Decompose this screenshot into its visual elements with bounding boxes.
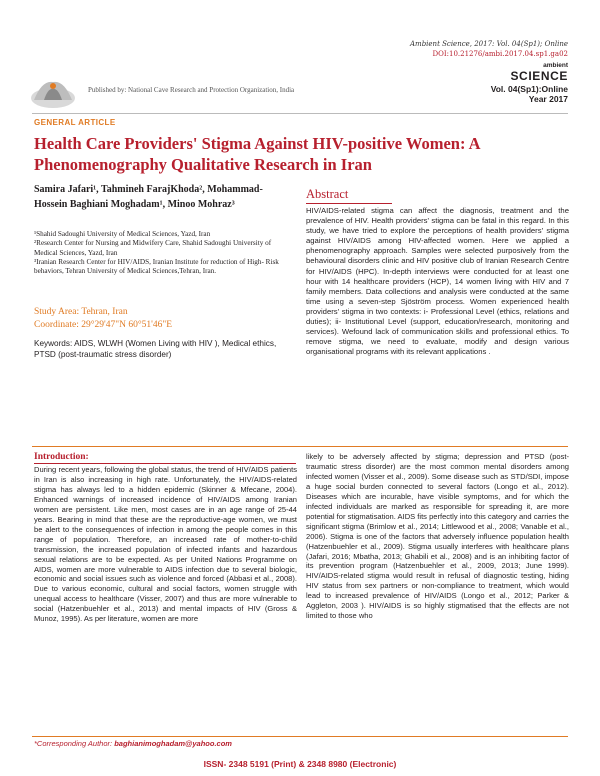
abstract-heading: Abstract (306, 187, 392, 204)
coordinate: Coordinate: 29°29'47"N 60°51'46"E (34, 320, 173, 330)
introduction-heading: Introduction: (34, 452, 296, 464)
affiliation-3: ³Iranian Research Center for HIV/AIDS, Iranian Institute for reduction of High- Risk behaviors, Tehran University of Medical Sciences,Tehran, Iran. (34, 257, 279, 276)
abstract-text: HIV/AIDS-related stigma can affect the diagnosis, treatment and the prevalence of HIV. Health providers' stigma can be fatal in this regard. In this study, we have tried to explore the perceptions of health providers' stigma against HIV/AIDS among HIV-affected women. Here we applied a phenomenography approach. Samples were selected purposively from the behavioural disorders clinic and HIV positive club of Iranian Research Centre for HIV/AIDS (HPC). In-depth interviews were conducted for at least one hour with 14 healthcare providers (HCP), 14 women living with HIV and 7 family members. Data collections and analysis were conducted at the same time using a seven-step Sjöström process. Women experienced health providers' stigma in two contexts: i- Professional Level (ethics, relations and duties); ii- Institutional Level (support, education/research, monitoring and services). Wefound lack of communication skills and professional ethics. To remove stigma, we need to evaluate, modify and design various organisational programs with its relevant applications . (306, 206, 569, 357)
section-divider (32, 446, 568, 447)
issn-footer: ISSN- 2348 5191 (Print) & 2348 8980 (Electronic) (203, 759, 397, 769)
affiliation-1: ¹Shahid Sadoughi University of Medical Sciences, Yazd, Iran (34, 230, 211, 238)
journal-line: Ambient Science, 2017: Vol. 04(Sp1); Online (410, 40, 568, 48)
author-list: Samira Jafari¹, Tahmineh FarajKhoda², Mohammad-Hossein Baghiani Moghadam¹, Minoo Mohraz³ (34, 184, 263, 210)
keywords-label: Keywords: (34, 339, 73, 348)
journal-masthead (491, 62, 568, 104)
masthead-year: Year 2017 (528, 94, 568, 104)
doi-link[interactable]: DOI:10.21276/ambi.2017.04.sp1.ga02 (432, 49, 568, 58)
cave-logo-icon (28, 74, 78, 110)
corresponding-label: *Corresponding Author: (34, 739, 113, 748)
study-area-block (34, 306, 172, 332)
keywords-text: AIDS, WLWH (Women Living with HIV ), Medical ethics, PTSD (post-traumatic stress disorder) (34, 339, 277, 359)
intro-column-right: likely to be adversely affected by stigma; depression and PTSD (post-traumatic stress disorder) are the most common mental disorders among infected women (Visser et al., 2009). Some disease such as STD/SDI, impose a huge social burden connected to several factors (Longo et al., 2012). Diseases which are incurable, have visible symptoms, and for which the infected individuals are marked as responsible for spreading it, are more potential for stigmatisation. AIDS fits perfectly into this category and carries the significant stigma (Brimlow et al., 2014; Littlewood et al., 2008; Vanable et al., 2006). Stigma is one of the factors that adversely influence population health (Hatzenbuehler et al., 2009). Stigma usually interferes with healthcare plans (Jafari, 2016; Mbatha, 2013; Ghabili et al., 2008) and is an inhibiting factor of its prevention program (Hatzenbuehler et al., 2009, 2013; June 1999). HIV/AIDS-related stigma would result in refusal of diagnostic testing, hiding HIV status from sex partners or non-compliance to treatment, which would lead to increased prevalence of HIV/AIDS (Longo et al., 2012; Parker & Aggleton, 2003 ). HIV/AIDS is so highly stigmatised that the effects are not limited to those who (306, 452, 569, 621)
keywords-block (34, 338, 296, 360)
article-title: Health Care Providers' Stigma Against HIV-positive Women: A Phenomenography Qualitative Research in Iran (34, 134, 480, 174)
article-category: GENERAL ARTICLE (34, 118, 116, 127)
journal-meta (410, 40, 568, 59)
corresponding-email[interactable]: baghianimoghadam@yahoo.com (114, 739, 232, 748)
masthead-small: ambient (543, 62, 568, 69)
masthead-volume: Vol. 04(Sp1):Online (490, 84, 568, 94)
header-divider (32, 113, 568, 114)
footer-divider (32, 736, 568, 737)
affiliations (34, 230, 284, 276)
corresponding-author (34, 739, 232, 748)
masthead-title: SCIENCE (510, 69, 568, 83)
affiliation-2: ²Research Center for Nursing and Midwifery Care, Shahid Sadoughi University of Medical Sciences, Yazd, Iran (34, 239, 272, 257)
publisher-line: Published by: National Cave Research and Protection Organization, India (88, 86, 295, 94)
study-area: Study Area: Tehran, Iran (34, 307, 128, 317)
intro-column-left: During recent years, following the global status, the trend of HIV/AIDS patients in Iran is also increasing in high rate. Unfortunately, the HIV/AIDS-related stigma has always led to a hidden epidemic (Skinner & Mfecane, 2004). Enhanced warnings of increased incidence of HIV/AIDS among Iranian women are persistent. Like men, most cases are in an age range of 25-44 years. Bearing in mind that these are the reproductive-age women, we must be alert to the consequences of infection in among the people comes in this range of population. Therefore, an increased rate of mother-to-child transmission, the increased population of infected infants and hazardous sexual relations are to be expected. As per United Nations Programme on AIDS, women are more vulnerable to AIDS infection due to several biologic, economic and social issues such as violence and forced (Abbasi et al., 2008). Due to various economic, cultural and social factors, women struggle with unequal access to healthcare (Visser, 2007) and thus are more vulnerable to social (Hatzenbuehler et al., 2013) and mental impacts of HIV (Gross & Munoz, 1995). As per literature, women are more (34, 465, 297, 624)
